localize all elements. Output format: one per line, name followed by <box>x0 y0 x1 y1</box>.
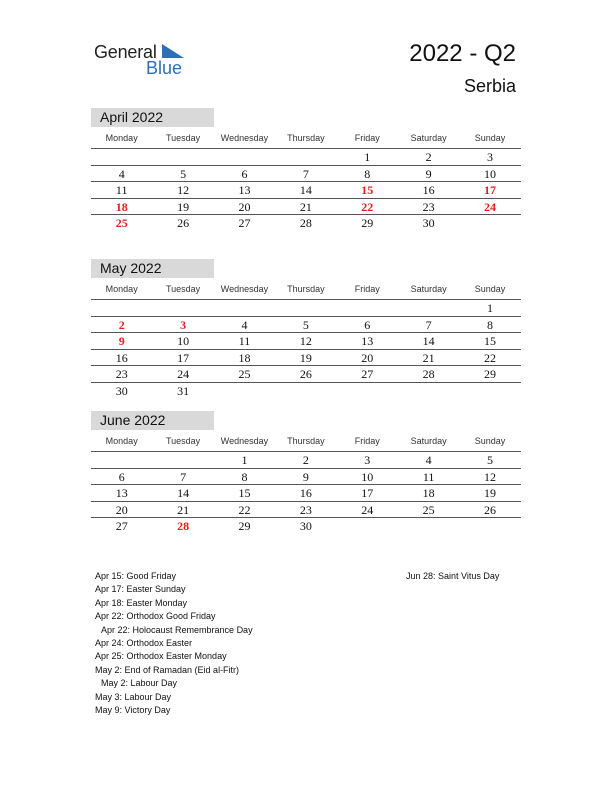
day-cell: 16 <box>115 350 128 365</box>
day-cell: 16 <box>422 183 435 197</box>
day-cell: 27 <box>361 367 374 381</box>
holiday-note: Apr 17: Easter Sunday <box>95 584 186 595</box>
day-cell: 8 <box>487 317 494 332</box>
day-cell: 29 <box>238 519 251 533</box>
day-cell: 15 <box>484 334 497 348</box>
day-cell: 2 <box>118 317 125 332</box>
day-cell: 19 <box>484 486 497 500</box>
weekday-label: Saturday <box>410 436 447 446</box>
day-cell: 12 <box>484 469 497 484</box>
day-cell <box>398 518 459 535</box>
day-cell: 9 <box>118 334 125 348</box>
day-cell: 3 <box>180 317 187 332</box>
day-cell: 1 <box>241 453 248 467</box>
holiday-note: Apr 25: Orthodox Easter Monday <box>95 651 227 662</box>
day-cell <box>91 300 152 316</box>
weekday-label: Tuesday <box>165 133 201 143</box>
day-cell: 8 <box>241 469 248 484</box>
day-cell: 6 <box>364 317 371 332</box>
day-cell: 7 <box>302 166 309 181</box>
weekday-label: Tuesday <box>165 436 201 446</box>
day-cell: 15 <box>361 183 374 197</box>
day-cell <box>152 300 213 316</box>
day-cell: 2 <box>425 150 432 164</box>
country-name: Serbia <box>463 76 516 96</box>
day-cell: 10 <box>484 166 497 181</box>
day-cell: 17 <box>361 486 374 500</box>
weekday-label: Thursday <box>287 133 325 143</box>
week-row <box>91 452 521 469</box>
day-cell: 30 <box>299 519 312 533</box>
weekday-label: Saturday <box>410 284 447 294</box>
day-cell: 5 <box>487 453 494 467</box>
day-cell: 20 <box>361 350 374 365</box>
month-title: April 2022 <box>91 108 214 127</box>
day-cell: 16 <box>299 486 312 500</box>
day-cell: 24 <box>177 367 190 381</box>
week-row <box>91 350 521 367</box>
week-row <box>91 518 521 535</box>
holiday-note: Apr 18: Easter Monday <box>95 597 188 608</box>
weekday-label: Monday <box>105 133 138 143</box>
holiday-note: Apr 15: Good Friday <box>95 571 177 581</box>
weekday-label: Wednesday <box>220 133 269 143</box>
day-cell: 4 <box>425 453 432 467</box>
weekday-label: Thursday <box>287 436 325 446</box>
page-title: 2022 - Q2 <box>409 40 516 67</box>
weekday-label: Wednesday <box>220 284 269 294</box>
week-row <box>91 333 521 350</box>
holiday-note: May 9: Victory Day <box>95 705 171 716</box>
weekday-label: Saturday <box>410 133 447 143</box>
day-cell: 19 <box>177 199 190 214</box>
day-cell: 27 <box>115 519 128 533</box>
day-cell: 1 <box>364 150 371 164</box>
day-cell: 21 <box>422 350 435 365</box>
weekday-label: Monday <box>105 436 138 446</box>
day-cell: 23 <box>115 367 128 381</box>
day-cell <box>91 149 152 165</box>
day-cell: 21 <box>177 502 190 517</box>
day-cell: 21 <box>299 199 312 214</box>
day-cell <box>337 300 398 316</box>
week-row <box>91 383 521 400</box>
day-cell: 13 <box>238 183 251 197</box>
day-cell: 12 <box>177 183 190 197</box>
day-cell: 10 <box>177 334 190 348</box>
weekday-header-row <box>91 435 521 452</box>
day-cell <box>275 300 336 316</box>
weekday-label: Monday <box>105 284 138 294</box>
weekday-header-row <box>91 283 521 300</box>
day-cell <box>459 518 520 535</box>
day-cell: 3 <box>487 150 494 164</box>
day-cell: 12 <box>299 334 312 348</box>
day-cell: 20 <box>238 199 251 214</box>
day-cell: 11 <box>422 469 435 484</box>
day-cell <box>337 518 398 535</box>
day-cell <box>152 149 213 165</box>
logo-triangle-icon <box>162 44 184 58</box>
week-row <box>91 485 521 502</box>
holiday-list-right <box>406 570 499 583</box>
day-cell: 18 <box>238 350 251 365</box>
day-cell: 7 <box>180 469 187 484</box>
holiday-note: May 2: Labour Day <box>101 678 178 689</box>
day-cell: 23 <box>422 199 435 214</box>
day-cell: 13 <box>361 334 374 348</box>
day-cell <box>275 383 336 400</box>
day-cell: 18 <box>115 199 128 214</box>
day-cell <box>214 300 275 316</box>
day-cell: 22 <box>484 350 497 365</box>
day-cell: 9 <box>425 166 432 181</box>
holiday-note: May 3: Labour Day <box>95 691 172 702</box>
week-row <box>91 317 521 334</box>
day-cell: 6 <box>241 166 248 181</box>
day-cell: 18 <box>422 486 435 500</box>
day-cell: 28 <box>422 367 435 381</box>
weekday-header-row <box>91 132 521 149</box>
day-cell: 31 <box>177 383 190 398</box>
day-cell: 11 <box>115 183 128 197</box>
day-cell: 24 <box>361 502 374 517</box>
day-cell: 25 <box>422 502 435 517</box>
month-title: May 2022 <box>91 259 214 278</box>
day-cell <box>459 383 520 400</box>
day-cell: 26 <box>484 502 497 517</box>
day-cell: 3 <box>364 453 371 467</box>
week-row <box>91 366 521 383</box>
weekday-label: Sunday <box>474 133 506 143</box>
day-cell: 22 <box>361 199 374 214</box>
day-cell <box>214 149 275 165</box>
day-cell: 2 <box>302 453 309 467</box>
holiday-note: Apr 22: Orthodox Good Friday <box>95 611 216 622</box>
day-cell: 11 <box>238 334 251 348</box>
day-cell: 10 <box>361 469 374 484</box>
day-cell <box>91 452 152 468</box>
weekday-label: Friday <box>354 133 380 143</box>
day-cell: 14 <box>422 334 435 348</box>
day-cell: 9 <box>302 469 309 484</box>
day-cell: 28 <box>177 519 190 533</box>
holiday-note: Apr 22: Holocaust Remembrance Day <box>101 624 253 635</box>
week-row <box>91 199 521 216</box>
day-cell: 22 <box>238 502 251 517</box>
day-cell: 5 <box>302 317 309 332</box>
month-may <box>91 259 521 399</box>
logo-text-blue: Blue <box>146 58 183 78</box>
week-row <box>91 166 521 183</box>
generalblue-logo <box>94 42 194 78</box>
day-cell <box>398 300 459 316</box>
month-title: June 2022 <box>91 411 214 430</box>
day-cell: 26 <box>299 367 312 381</box>
weekday-label: Sunday <box>474 436 506 446</box>
holiday-note: May 2: End of Ramadan (Eid al-Fitr) <box>95 664 240 675</box>
month-june <box>91 411 521 535</box>
day-cell: 19 <box>299 350 312 365</box>
holiday-note: Apr 24: Orthodox Easter <box>95 638 193 649</box>
week-row <box>91 300 521 317</box>
day-cell <box>459 215 520 232</box>
day-cell: 30 <box>422 216 435 230</box>
day-cell: 8 <box>364 166 371 181</box>
day-cell <box>214 383 275 400</box>
day-cell: 15 <box>238 486 251 500</box>
day-cell: 20 <box>115 502 128 517</box>
day-cell: 17 <box>484 183 497 197</box>
weekday-label: Friday <box>354 284 380 294</box>
week-row <box>91 469 521 486</box>
logo-text-general: General <box>94 42 157 62</box>
day-cell: 7 <box>425 317 432 332</box>
weekday-label: Wednesday <box>220 436 269 446</box>
day-cell: 5 <box>180 166 187 181</box>
day-cell: 25 <box>238 367 251 381</box>
week-row <box>91 502 521 519</box>
day-cell: 29 <box>361 216 374 230</box>
month-april <box>91 108 521 232</box>
holiday-note: Jun 28: Saint Vitus Day <box>406 571 500 581</box>
weekday-label: Friday <box>354 436 380 446</box>
day-cell: 29 <box>484 367 497 381</box>
day-cell: 14 <box>299 183 312 197</box>
week-row <box>91 149 521 166</box>
day-cell: 17 <box>177 350 190 365</box>
day-cell: 23 <box>299 502 312 517</box>
holiday-list-left <box>95 570 253 717</box>
weekday-label: Thursday <box>287 284 325 294</box>
day-cell: 25 <box>115 216 128 230</box>
day-cell: 13 <box>115 486 128 500</box>
day-cell: 28 <box>299 216 312 230</box>
day-cell: 6 <box>118 469 125 484</box>
week-row <box>91 182 521 199</box>
day-cell: 30 <box>115 383 128 398</box>
day-cell: 14 <box>177 486 190 500</box>
day-cell <box>398 383 459 400</box>
day-cell <box>275 149 336 165</box>
day-cell: 1 <box>487 301 494 315</box>
weekday-label: Sunday <box>474 284 506 294</box>
day-cell <box>337 383 398 400</box>
day-cell <box>152 452 213 468</box>
weekday-label: Tuesday <box>165 284 201 294</box>
day-cell: 4 <box>241 317 248 332</box>
day-cell: 26 <box>177 216 190 230</box>
week-row <box>91 215 521 232</box>
day-cell: 27 <box>238 216 251 230</box>
day-cell: 4 <box>118 166 125 181</box>
day-cell: 24 <box>484 199 497 214</box>
